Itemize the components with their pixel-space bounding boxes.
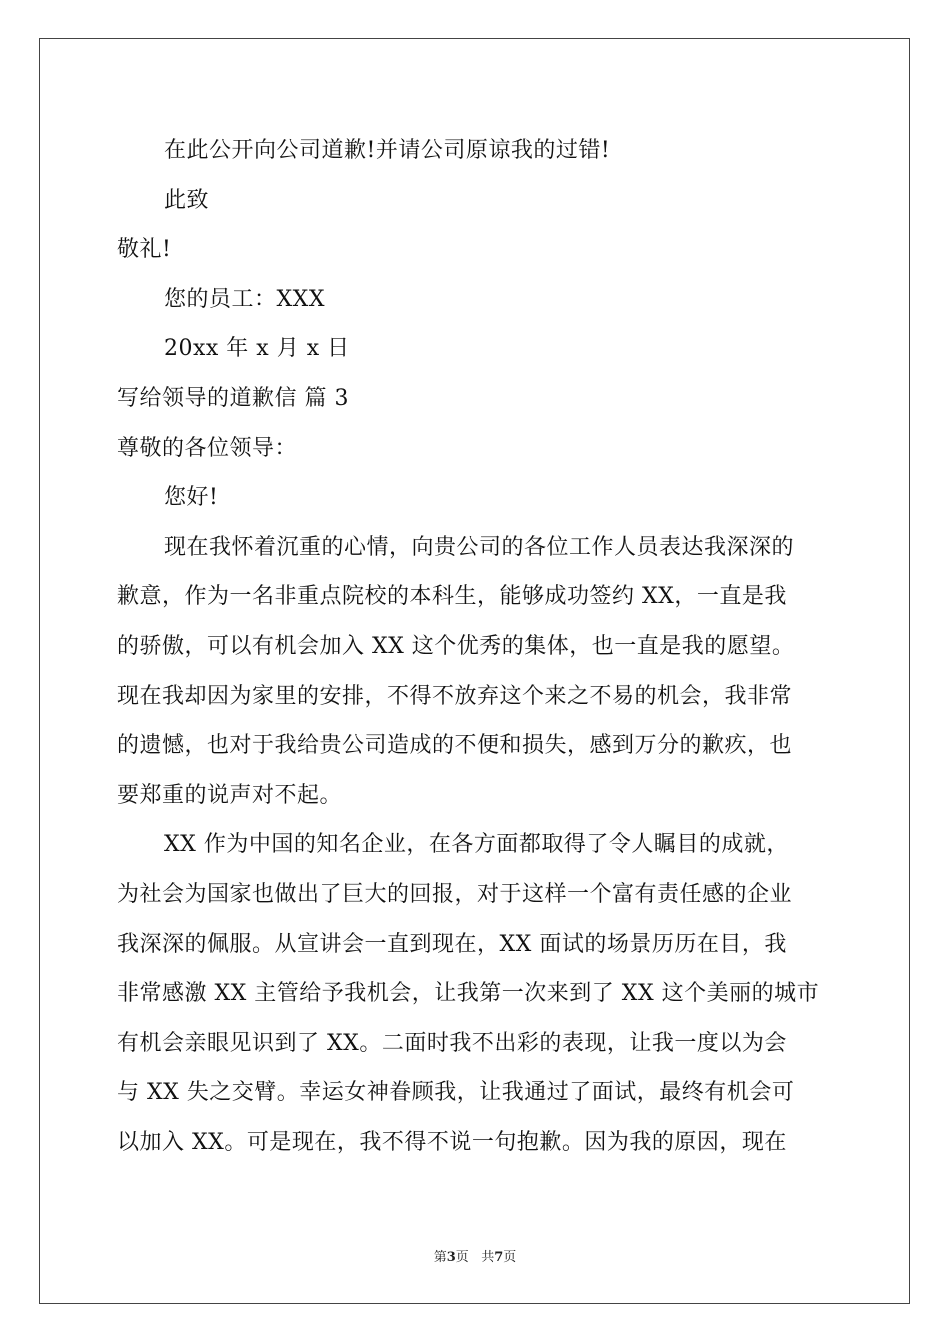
text-line: XX 作为中国的知名企业，在各方面都取得了令人瞩目的成就， <box>164 832 789 858</box>
text-line: 此致 <box>164 187 210 213</box>
text-line: 与 XX 失之交臂。幸运女神眷顾我，让我通过了面试，最终有机会可 <box>117 1080 795 1106</box>
document-body <box>117 126 833 1167</box>
text-line: 20xx 年 x 月 x 日 <box>164 336 350 362</box>
footer-total-prefix: 共 <box>481 1250 495 1265</box>
footer-total-pages: 7 <box>494 1250 504 1265</box>
text-line: 现在我却因为家里的安排，不得不放弃这个来之不易的机会，我非常 <box>117 683 793 709</box>
text-line: 有机会亲眼见识到了 XX。二面时我不出彩的表现，让我一度以为会 <box>117 1030 787 1056</box>
text-line: 以加入 XX。可是现在，我不得不说一句抱歉。因为我的原因，现在 <box>117 1129 787 1155</box>
footer-page-number: 3 <box>446 1250 456 1265</box>
text-line: 写给领导的道歉信 篇 3 <box>117 385 349 411</box>
text-line: 非常感激 XX 主管给予我机会，让我第一次来到了 XX 这个美丽的城市 <box>117 981 820 1007</box>
text-line: 的骄傲，可以有机会加入 XX 这个优秀的集体，也一直是我的愿望。 <box>117 633 795 659</box>
text-line: 我深深的佩服。从宣讲会一直到现在，XX 面试的场景历历在目，我 <box>117 931 787 957</box>
text-line: 尊敬的各位领导： <box>117 435 298 461</box>
footer-page-prefix: 第 <box>433 1250 447 1265</box>
text-line: 在此公开向公司道歉!并请公司原谅我的过错! <box>164 138 611 163</box>
text-line: 歉意，作为一名非重点院校的本科生，能够成功签约 XX，一直是我 <box>117 584 787 610</box>
text-line: 要郑重的说声对不起。 <box>117 782 343 808</box>
text-line: 的遗憾，也对于我给贵公司造成的不便和损失，感到万分的歉疚，也 <box>117 733 793 759</box>
text-line: 您的员工：XXX <box>164 286 325 312</box>
footer-page-suffix: 页 <box>455 1250 469 1265</box>
page-footer <box>0 1246 950 1265</box>
text-line: 为社会为国家也做出了巨大的回报，对于这样一个富有责任感的企业 <box>117 881 793 907</box>
text-line: 现在我怀着沉重的心情，向贵公司的各位工作人员表达我深深的 <box>164 534 795 560</box>
text-line: 您好! <box>164 485 219 511</box>
footer-total-suffix: 页 <box>503 1250 517 1265</box>
text-line: 敬礼! <box>117 237 172 263</box>
